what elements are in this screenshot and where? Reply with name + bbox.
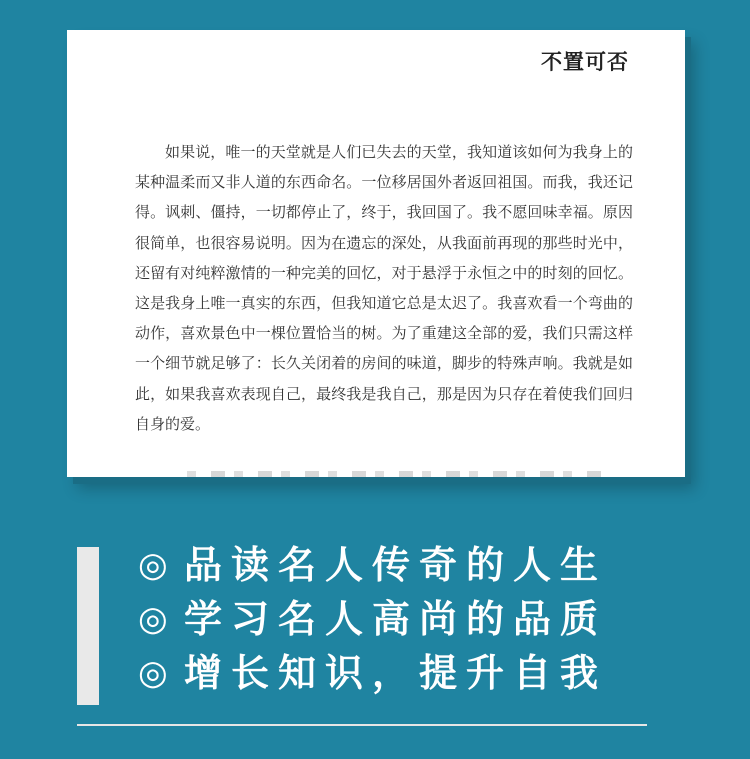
- bullseye-icon: ◎: [138, 599, 168, 639]
- selling-point-text: 学习名人高尚的品质: [184, 596, 608, 641]
- selling-point-2: [138, 592, 638, 646]
- selling-point-3: [138, 646, 638, 700]
- accent-bar: [77, 547, 99, 705]
- selling-point-text: 品读名人传奇的人生: [184, 542, 608, 587]
- next-line-fragment: [187, 471, 607, 477]
- page-title: 不置可否: [541, 49, 629, 74]
- selling-point-text: 增长知识，提升自我: [184, 650, 608, 695]
- divider-line: [77, 724, 647, 726]
- bullseye-icon: ◎: [138, 545, 168, 585]
- book-page-sample: [67, 30, 685, 477]
- selling-points-list: [138, 538, 638, 700]
- selling-point-1: [138, 538, 638, 592]
- excerpt-paragraph: 如果说，唯一的天堂就是人们已失去的天堂，我知道该如何为我身上的某种温柔而又非人道的东西命名。一位移居国外者返回祖国。而我，我还记得。讽刺、僵持，一切都停止了，终于，我回国了。我不愿回味幸福。原因很简单，也很容易说明。因为在遗忘的深处，从我面前再现的那些时光中，还留有对纯粹激情的一种完美的回忆，对于悬浮于永恒之中的时刻的回忆。这是我身上唯一真实的东西，但我知道它总是太迟了。我喜欢看一个弯曲的动作，喜欢景色中一棵位置恰当的树。为了重建这全部的爱，我们只需这样一个细节就足够了：长久关闭着的房间的味道，脚步的特殊声响。我就是如此，如果我喜欢表现自己，最终我是我自己，那是因为只存在着使我们回归自身的爱。: [135, 143, 633, 433]
- bullseye-icon: ◎: [138, 653, 168, 693]
